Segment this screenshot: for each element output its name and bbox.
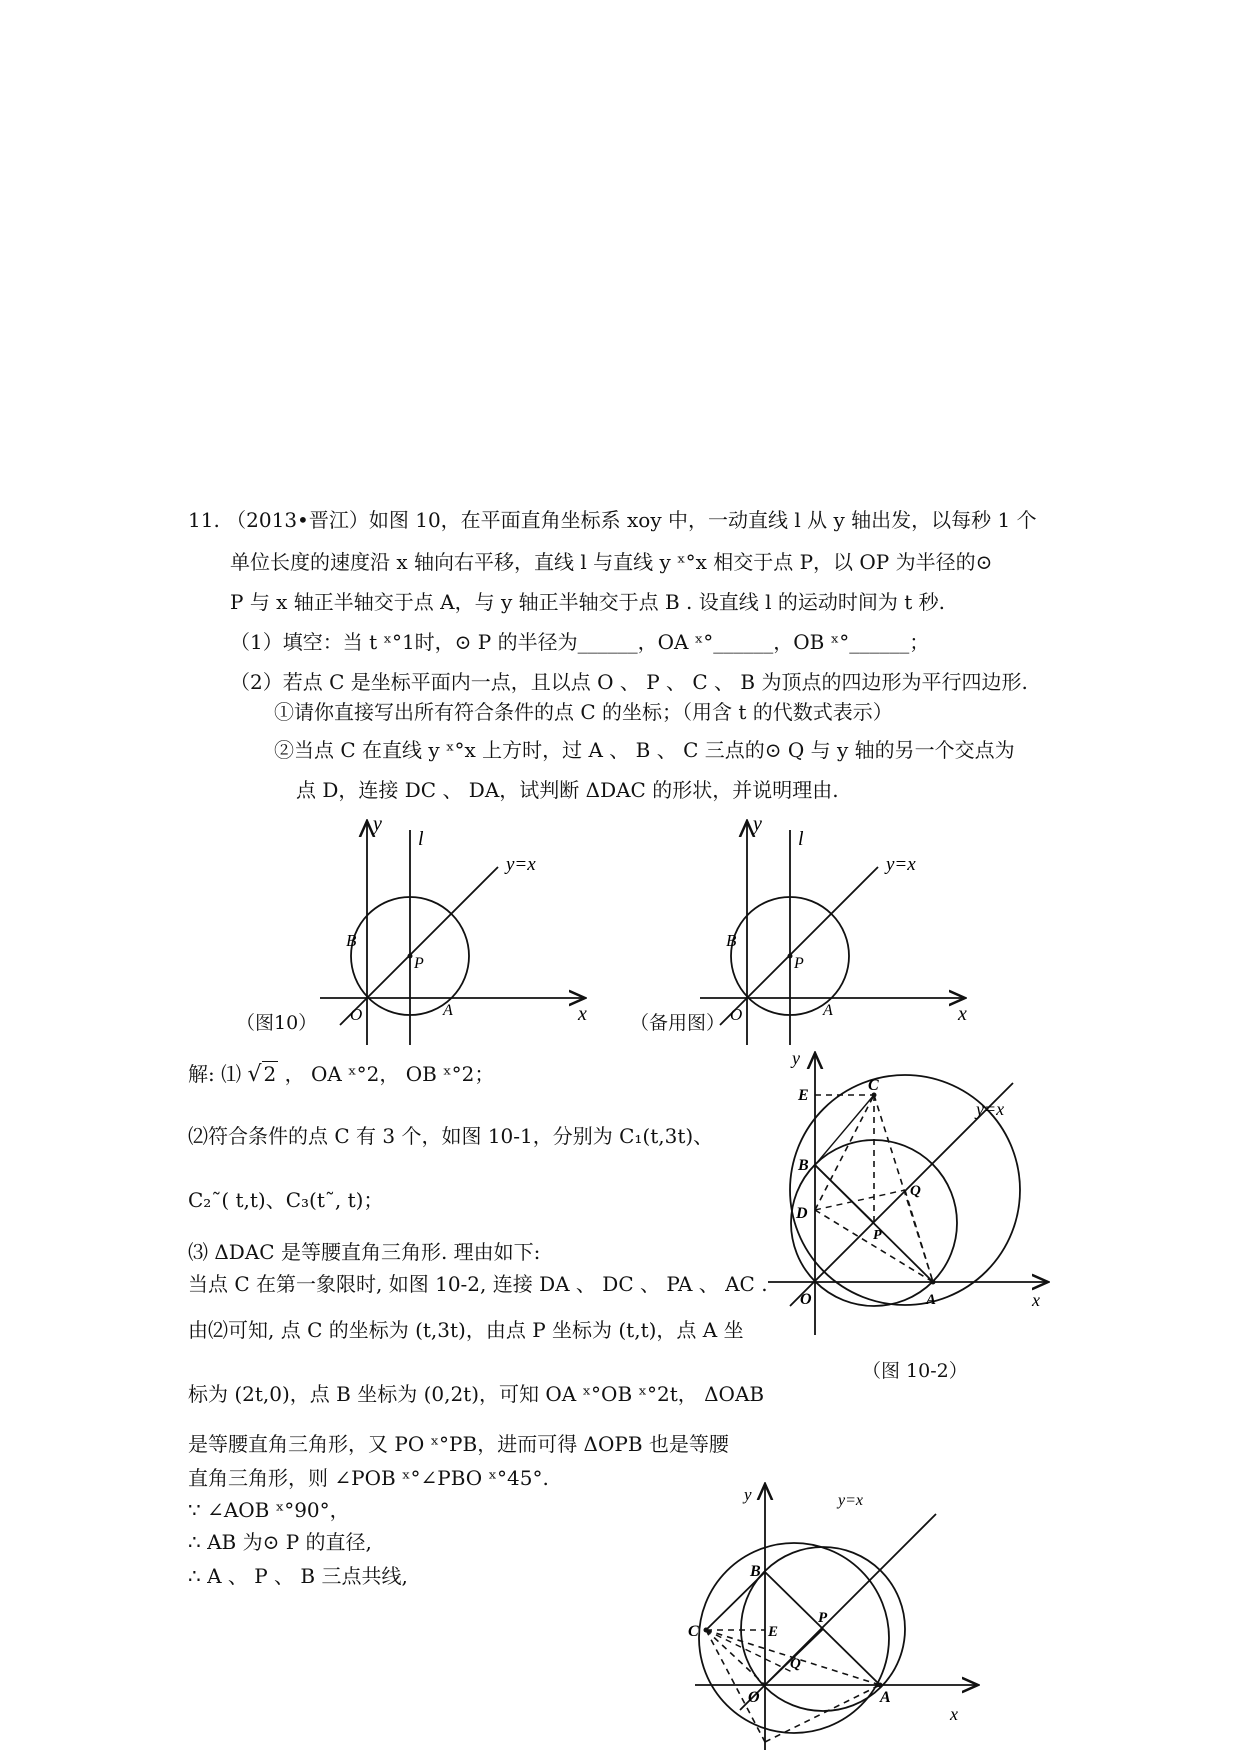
figure-10 — [310, 815, 590, 1045]
label-o: O — [350, 1005, 363, 1024]
problem-line-1: 11. （2013•晋江）如图 10，在平面直角坐标系 xoy 中，一动直线 l 从 y 轴出发，以每秒 1 个 — [188, 508, 1037, 532]
svg-text:y=x: y=x — [976, 1099, 1005, 1119]
svg-text:E: E — [768, 1624, 779, 1640]
svg-text:y: y — [744, 1485, 752, 1504]
svg-text:l: l — [798, 828, 804, 850]
solution-11: ∴ A 、 P 、 B 三点共线, — [188, 1564, 408, 1588]
solution-2a: ⑵符合条件的点 C 有 3 个，如图 10-1，分别为 C₁(t,3t)、 — [188, 1124, 714, 1148]
svg-text:y: y — [792, 1050, 800, 1068]
solution-6: 标为 (2t,0)，点 B 坐标为 (0,2t)，可知 OA ˣ°OB ˣ°2t， ΔOAB — [188, 1382, 765, 1406]
svg-text:O: O — [748, 1689, 760, 1706]
label-x: x — [578, 1003, 587, 1025]
solution-7: 是等腰直角三角形，又 PO ˣ°PB，进而可得 ΔOPB 也是等腰 — [188, 1432, 729, 1456]
svg-text:D: D — [796, 1205, 808, 1222]
problem-line-3: P 与 x 轴正半轴交于点 A，与 y 轴正半轴交于点 B . 设直线 l 的运动时间为 t 秒. — [230, 590, 945, 614]
svg-text:y: y — [753, 815, 762, 835]
question-2: （2）若点 C 是坐标平面内一点，且以点 O 、 P 、 C 、 B 为顶点的四边形为平行四边形. — [230, 670, 1028, 694]
line-y-eq-x — [340, 867, 498, 1025]
svg-text:x: x — [958, 1003, 967, 1025]
solution-1: 解: ⑴ √ 2 ， OA ˣ°2， OB ˣ°2； — [188, 1062, 495, 1087]
figure-10-2 — [760, 1050, 1050, 1340]
backup-figure-caption: （备用图） — [630, 1012, 726, 1034]
problem-line-2: 单位长度的速度沿 x 轴向右平移，直线 l 与直线 y ˣ°x 相交于点 P，以 OP 为半径的⊙ — [230, 550, 993, 574]
figure-10-2-caption: （图 10-2） — [862, 1360, 968, 1382]
figure-backup — [690, 815, 970, 1045]
label-y-eq-x: y=x — [506, 854, 536, 875]
label-p: P — [414, 955, 424, 972]
svg-text:P: P — [818, 1610, 828, 1626]
solution-5: 由⑵可知, 点 C 的坐标为 (t,3t)，由点 P 坐标为 (t,t)，点 A 坐 — [188, 1318, 744, 1342]
label-l: l — [418, 828, 424, 850]
sqrt-symbol: √ — [247, 1062, 262, 1087]
svg-text:C: C — [868, 1077, 879, 1094]
svg-text:B: B — [798, 1157, 809, 1174]
svg-text:B: B — [750, 1563, 761, 1580]
question-2-part-1: ①请你直接写出所有符合条件的点 C 的坐标；（用含 t 的代数式表示） — [274, 700, 893, 724]
svg-text:O: O — [730, 1005, 743, 1024]
svg-text:P: P — [794, 955, 804, 972]
solution-10: ∴ AB 为⊙ P 的直径, — [188, 1530, 372, 1554]
question-2-part-2-line-1: ②当点 C 在直线 y ˣ°x 上方时，过 A 、 B 、 C 三点的⊙ Q 与 y 轴的另一个交点为 — [274, 738, 1015, 762]
svg-text:Q: Q — [790, 1656, 801, 1672]
figure-10-caption: （图10） — [236, 1012, 318, 1034]
svg-text:x: x — [1032, 1290, 1040, 1310]
svg-text:Q: Q — [910, 1183, 921, 1199]
svg-text:A: A — [823, 1002, 833, 1019]
question-1: （1）填空：当 t ˣ°1时，⊙ P 的半径为______，OA ˣ°______，OB ˣ°______； — [230, 630, 930, 654]
solution-3: ⑶ ΔDAC 是等腰直角三角形. 理由如下: — [188, 1240, 541, 1264]
label-y: y — [373, 815, 382, 835]
svg-text:P: P — [873, 1228, 882, 1243]
solution-2b: C₂˜( t,t)、C₃(t˜, t)； — [188, 1188, 384, 1212]
svg-text:E: E — [798, 1087, 809, 1104]
svg-text:O: O — [800, 1291, 812, 1308]
solution-9: ∵ ∠AOB ˣ°90°， — [188, 1498, 350, 1522]
solution-8: 直角三角形，则 ∠POB ˣ°∠PBO ˣ°45°. — [188, 1466, 549, 1490]
solution-4: 当点 C 在第一象限时, 如图 10-2, 连接 DA 、 DC 、 PA 、 AC . — [188, 1272, 768, 1296]
svg-text:C: C — [688, 1623, 699, 1640]
svg-text:x: x — [950, 1704, 958, 1724]
label-a: A — [443, 1002, 453, 1019]
svg-text:A: A — [926, 1292, 937, 1308]
svg-text:B: B — [726, 931, 737, 950]
svg-text:y=x: y=x — [838, 1492, 863, 1509]
svg-text:A: A — [880, 1689, 891, 1706]
point-p — [408, 954, 413, 959]
svg-text:y=x: y=x — [886, 854, 916, 875]
figure-10-1 — [680, 1480, 980, 1750]
label-b: B — [346, 931, 357, 950]
question-2-part-2-line-2: 点 D，连接 DC 、 DA，试判断 ΔDAC 的形状，并说明理由. — [296, 778, 839, 802]
